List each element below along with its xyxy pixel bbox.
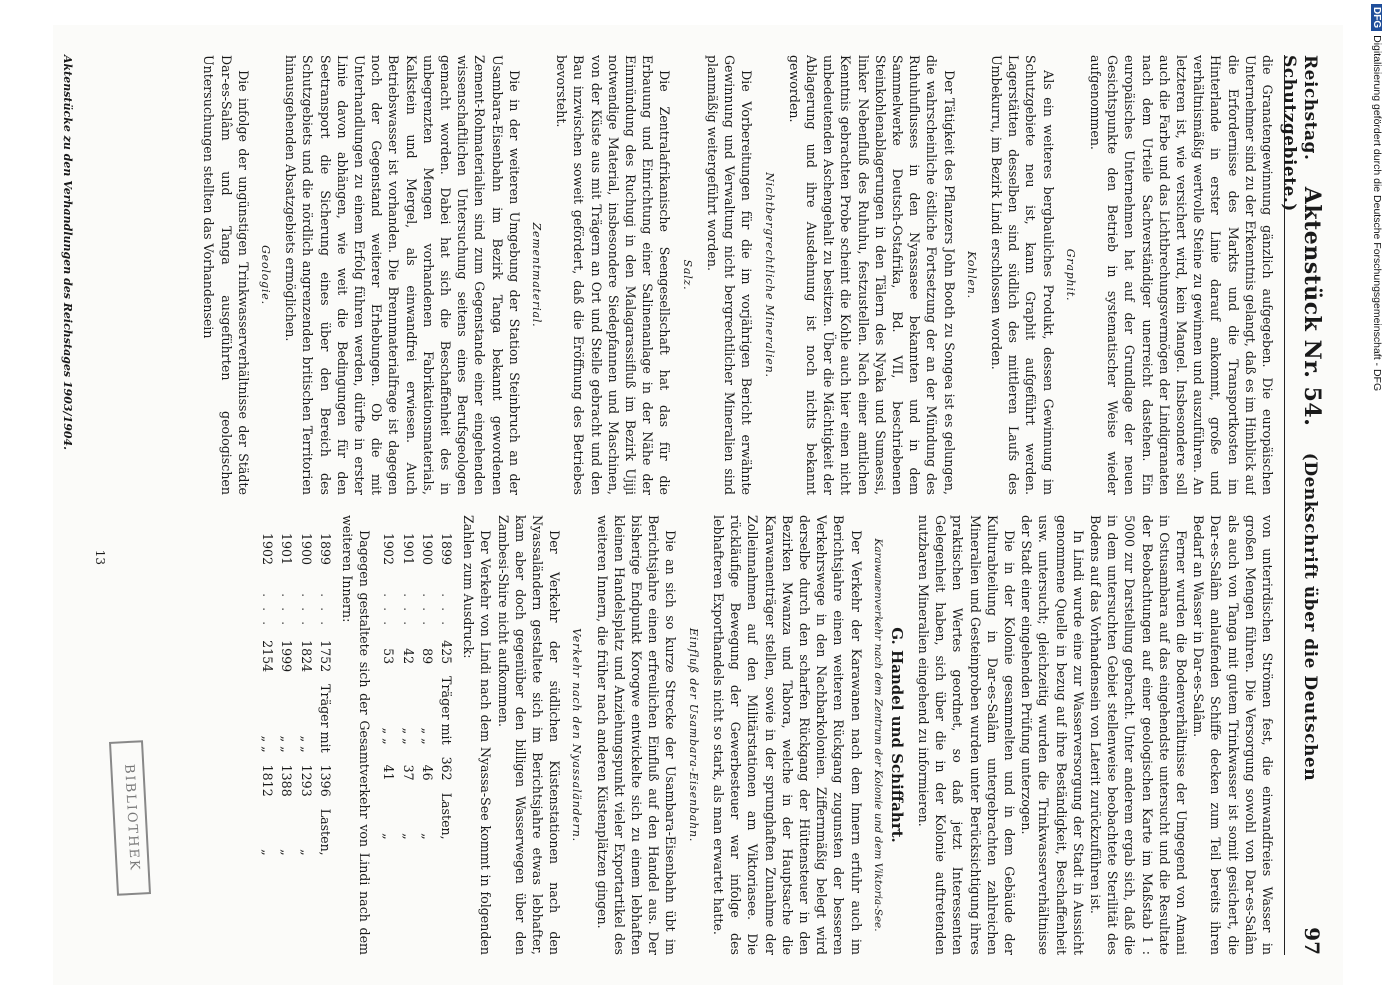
table-cell: Lasten, (317, 808, 333, 856)
table-cell: . . . (298, 593, 314, 629)
paragraph: Die an sich so kurze Strecke der Usambara-Eisenbahn übt im Berichtsjahre einen erfreulichen Einfluß auf den Handel aus. Der bisherige Endpunkt Korogwe entwickelte sich zu einem lebhaften kleinen Handelsplatz und Anziehungspunkt vieler Exportartikel des weiteren Innern, die früher nach anderen Küstenplätzen gingen. (594, 515, 679, 955)
table-cell: . . . (279, 593, 295, 629)
table-cell: . . . (381, 593, 397, 629)
table-cell: 2154 (260, 640, 276, 673)
section-heading-usambara: Einfluß der Usambara-Eisenbahn. (686, 627, 700, 843)
table-row (437, 527, 456, 846)
table-cell: „ (400, 833, 416, 840)
table-cell: „ (260, 849, 276, 856)
table-cell: 53 (381, 648, 397, 665)
chapter-heading-handel: G. Handel und Schiffahrt. (887, 627, 906, 843)
paragraph: die Granatengewinnung gänzlich aufgegeben. Die europäischen Unternehmer sind zu der Erkenntnis gelangt, daß es im Hinblick auf die Erfordernisse des Markts und die Transportkosten im Hinterlande in erster Linie darauf ankommt, große und verhältnismäßig wertvolle Steine zu gewinnen und auszuführen. An letzteren ist, wie versichert wird, kein Mangel. Insbesondere soll auch die Farbe und das Lichtbrechungsvermögen der Lindigranaten nach dem Urteile Sachverständiger unerreicht dastehen. Ein europäisches Unternehmen hat auf der Grundlage der neuen Gesichtspunkte den Betrieb in systematischer Weise wieder aufgenommen. (1087, 55, 1275, 495)
table-cell: 1899 (317, 533, 333, 566)
paragraph: Die in der Kolonie gesammelten und in dem Gebäude der Kulturabteilung in Dar-es-Salâm untergebrachten zahlreichen Mineralien und Gesteinproben wurden unter Berücksichtigung ihres praktischen Wertes geordnet, so daß jetzt Interessenten Gelegenheit haben, sich über die in der Kolonie auftretenden nutzbaren Mineralien eingehend zu informieren. (915, 515, 1017, 955)
paragraph: Der Verkehr der Karawanen nach dem Innern erfuhr auch im Berichtsjahre einen weiteren Rückgang zugunsten der besseren Verkehrswege in den Nachbarkolonien. Ziffernmäßig belegt wird derselbe durch den scharfen Rückgang der Hüttensteuer in den Bezirken Mwanza und Tabora, welche in der Hauptsache die Karawanenträger stellen, sowie in der sprunghaften Zunahme der Zolleinnahmen auf den Militärstationen am Viktoriasee. Die rückläufige Bewegung der Gewerbesteuer war infolge des lebhafteren Exporthandels nicht so stark, als man erwartet hatte. (710, 515, 864, 955)
lindi-nyassa-table (379, 527, 456, 846)
section-heading-nyassa: Verkehr nach den Nyassaländern. (570, 628, 584, 842)
header-subject: (Denkschrift über die Deutschen Schutzgebiete.) (1279, 55, 1320, 782)
table-cell: 1396 (317, 764, 333, 797)
paragraph: Die Vorbereitungen für die im vorjährigen Bericht erwähnte Gewinnung und Verwaltung nicht bergrechtlicher Mineralien sind planmäßig weitergeführt worden. (704, 55, 755, 495)
table-row (316, 527, 335, 862)
table-cell: Träger mit (317, 684, 333, 753)
table-row (398, 527, 417, 846)
table-cell: 41 (381, 764, 397, 781)
library-stamp: BIBLIOTHEK (109, 740, 151, 896)
section-heading-kohlen: Kohlen. (964, 251, 978, 299)
header-title (1279, 55, 1325, 927)
section-heading-salz: Salz. (680, 259, 694, 291)
page-number: 97 (1300, 927, 1324, 955)
table-cell: 425 (439, 640, 455, 665)
table-cell: „ „ (381, 727, 397, 745)
table-cell: Lasten, (439, 792, 455, 840)
table-cell: „ (381, 833, 397, 840)
paragraph: Der Verkehr der südlichen Küstenstationen nach den Nyassaländern gestaltete sich im Berichtsjahre etwas lebhafter, kam aber doch gegenüber den billigen Wasserwegen über den Zambesi-Shire nicht aufkommen. (495, 515, 563, 955)
paragraph: Der Verkehr von Lindi nach dem Nyassa-See kommt in folgenden Zahlen zum Ausdruck: (461, 515, 494, 955)
paragraph: Die in der weiteren Umgebung der Station Steinbruch an der Usambara-Eisenbahn im Bezirk Tanga bekannt gewordenen Zement-Rohmaterialien sind zum Gegenstande einer eingehenden wissenschaftlichen Untersuchung seitens eines Berufsgeologen gemacht worden. Dabei hat sich die Beschaffenheit des in unbegrenzten Mengen vorhandenen Fabrikationsmaterials, Kalkstein und Mergel, als einwandfrei erwiesen. Auch Betriebswasser ist vorhanden. Die Brennmaterialfrage ist dagegen noch der Gegenstand weiterer Erhebungen. Ob die mit Unterhandlungen zu einem Erfolg führen werden, dürfte in erster Linie davon abhängen, wie weit die Bedingungen für den Seetransport die Sicherung eines über den Bereich des Schutzgebiets und die nördlich angrenzenden britischen Territorien hinausgehenden Absatzgebiets ermöglichen. (283, 55, 522, 495)
table-cell: 1899 (439, 533, 455, 566)
footer-publication-note: Aktenstücke zu den Verhandlungen des Reichstages 1903/1904. (61, 55, 74, 450)
column-left (76, 55, 1276, 495)
table-row (379, 527, 398, 846)
dfg-logo-icon: DFG (1371, 4, 1382, 31)
table-cell: 1752 (317, 640, 333, 673)
table-cell: „ (279, 849, 295, 856)
table-cell: 42 (400, 648, 416, 665)
table-cell: 1900 (298, 533, 314, 566)
table-cell: . . . (317, 593, 333, 629)
table-cell: 1388 (279, 764, 295, 797)
paragraph: Ferner wurden die Bodenverhältnisse der Umgegend von Amani in Ostusambara auf das eingehendste untersucht und die Resultate der Beobachtungen auf einer geologischen Karte im Maßstab 1 : 5000 zur Darstellung gebracht. Unter anderem ergab sich, daß die in dem untersuchten Gebiet stellenweise beobachtete Sterilität des Bodens auf das Vorhandensein von Laterit zurückzuführen ist. (1087, 515, 1189, 955)
header-document-number: Aktenstück Nr. 54. (1299, 186, 1325, 427)
table-cell: „ „ (298, 735, 314, 753)
paragraph: von unterirdischen Strömen fest, die einwandfreies Wasser in großen Mengen führen. Die Versorgung sowohl von Dar-es-Salâm als auch von Tanga mit gutem Trinkwasser ist somit gesichert, die Dar-es-Salâm anlaufenden Schiffe decken zum Teil bereits ihren Bedarf an Wasser in Dar-es-Salâm. (1191, 515, 1275, 955)
table-cell: „ „ (279, 735, 295, 753)
table-cell: 1812 (260, 764, 276, 797)
text-columns (76, 55, 1276, 955)
table-row (277, 527, 296, 862)
section-heading-graphit: Graphit. (1063, 248, 1077, 302)
paragraph: Dagegen gestaltete sich der Gesamtverkehr von Lindi nach dem weiteren Innern: (340, 515, 373, 955)
table-cell: „ (298, 849, 314, 856)
table-row (258, 527, 277, 862)
lindi-inland-table (258, 527, 335, 862)
page-header (1279, 55, 1325, 955)
table-cell: . . . (260, 593, 276, 629)
digitization-note: Digitalisierung gefördert durch die Deutsche Forschungsgemeinschaft - DFG (1371, 35, 1383, 392)
table-cell: 1900 (419, 533, 435, 566)
table-cell: 1901 (400, 533, 416, 566)
paragraph: Der Tätigkeit des Pflanzers John Booth zu Songea ist es gelungen, die wahrscheinliche östliche Fortsetzung der an der Mündung des Ruhuhuflusses in den Nyassasee bekannten und in dem Sammelwerke Deutsch-Ostafrika, Bd. VII, beschriebenen Steinkohlenablagerungen in den Tälern des Nyaka und Sumaessi, linker Nebenfluß des Ruhuhu, festzustellen. Nach einer amtlichen Kenntnis gebrachten Probe scheint die Kohle auch hier einen nicht unbedeutenden Aschengehalt zu besitzen. Über die Mächtigkeit der Ablagerung und ihre Ausdehnung ist noch nichts bekannt geworden. (786, 55, 957, 495)
table-cell: 1902 (381, 533, 397, 566)
table-cell: 37 (400, 764, 416, 781)
table-cell: „ (419, 833, 435, 840)
section-heading-zementmaterial: Zementmaterial. (530, 222, 544, 328)
table-cell: 46 (419, 764, 435, 781)
table-cell: 89 (419, 648, 435, 665)
paragraph: Die infolge der ungünstigen Trinkwasserverhältnisse der Städte Dar-es-Salâm und Tanga ausgeführten geologischen Untersuchungen stellten das Vorhandensein (201, 55, 251, 495)
section-heading-nichtbergrechtliche: Nichtbergrechtliche Mineralien. (762, 172, 776, 378)
header-reichstag: Reichstag. (1300, 55, 1320, 161)
table-cell: 362 (439, 756, 455, 781)
column-right (76, 515, 1276, 955)
section-heading-geologie: Geologie. (259, 245, 273, 305)
table-cell: 1824 (298, 640, 314, 673)
table-cell: 1902 (260, 533, 276, 566)
table-row (296, 527, 315, 862)
table-cell: 1901 (279, 533, 295, 566)
table-cell: Träger mit (439, 676, 455, 745)
document-page (53, 25, 1343, 985)
paragraph: In Lindi wurde eine zur Wasserversorgung der Stadt in Aussicht genommene Quelle in bezug auf ihre Beständigkeit, Beschaffenheit usw. untersucht; gleichzeitig wurden die Trinkwasserverhältnisse der Stadt einer eingehenden Prüfung unterzogen. (1019, 515, 1086, 955)
table-cell: . . . (439, 593, 455, 629)
table-cell: . . . (400, 593, 416, 629)
table-cell: . . . (419, 593, 435, 629)
table-row (418, 527, 437, 846)
table-cell: „ „ (400, 727, 416, 745)
table-cell: „ „ (419, 727, 435, 745)
digitization-credit (1371, 4, 1383, 604)
table-cell: 1999 (279, 640, 295, 673)
section-heading-karawanen: Karawanenverkehr nach dem Zentrum der Kolonie und dem Viktoria-See. (871, 538, 884, 932)
paragraph: Die Zentralafrikanische Seengesellschaft hat das für die Erbauung und Einrichtung einer Salinenanlage in der Nähe der Einmündung des Ruchugi in den Malagarassifluß im Bezirk Ujiji notwendige Material, insbesondere Siedepfannen und Maschinen, von der Küste aus mit Trägern an Ort und Stelle gebracht und den Bau inzwischen soweit gefördert, daß die Eröffnung des Betriebes bevorsteht. (554, 55, 673, 495)
sheet-number: 13 (93, 549, 107, 565)
paragraph: Als ein weiteres bergbauliches Produkt, dessen Gewinnung im Schutzgebiete neu ist, kann Graphit aufgeführt werden. Lagerstätten desselben sind südlich des mittleren Laufs des Umbekurru, im Bezirk Lindi erschlossen worden. (988, 55, 1056, 495)
table-cell: 1293 (298, 764, 314, 797)
table-cell: „ „ (260, 735, 276, 753)
